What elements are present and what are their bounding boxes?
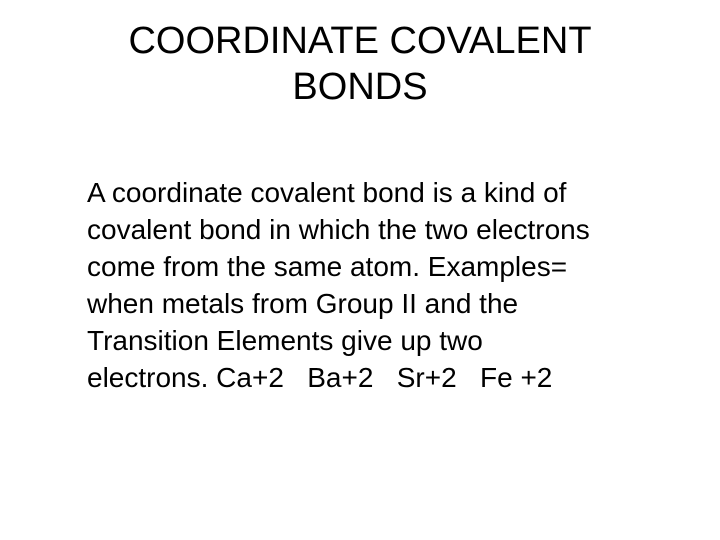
body-line: electrons. Ca+2 Ba+2 Sr+2 Fe +2: [87, 362, 553, 393]
slide-title-line: BONDS: [292, 66, 428, 108]
body-line: when metals from Group II and the: [87, 288, 519, 319]
body-line: come from the same atom. Examples=: [87, 251, 568, 282]
body-line: Transition Elements give up two: [87, 325, 483, 356]
body-line: A coordinate covalent bond is a kind of: [87, 177, 567, 208]
slide-body-text: [87, 174, 720, 396]
body-line: covalent bond in which the two electrons: [87, 214, 590, 245]
slide-title-line: COORDINATE COVALENT: [128, 20, 592, 62]
slide-title: [60, 18, 660, 110]
